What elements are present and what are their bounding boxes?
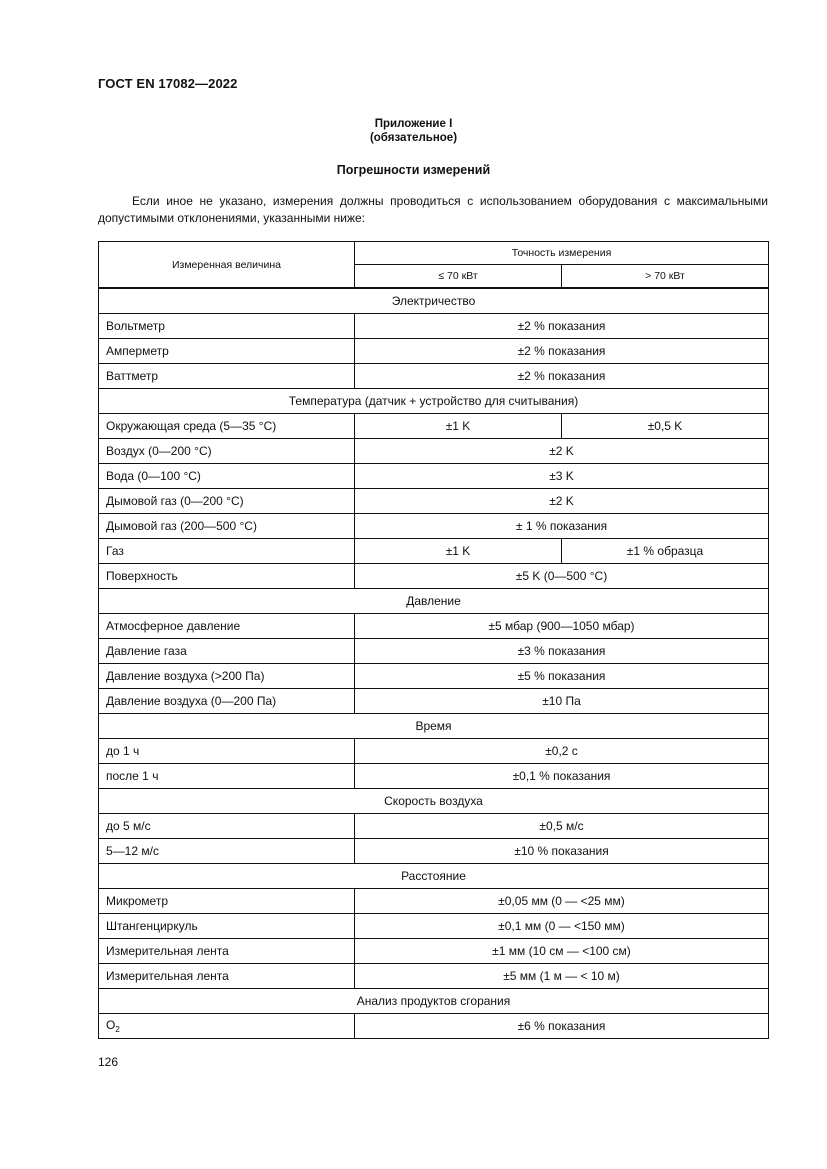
o2-subscript: 2: [115, 1025, 120, 1034]
section-row: [99, 289, 769, 314]
quantity-cell: Микрометр: [99, 889, 355, 914]
table-row: [99, 914, 769, 939]
section-row: [99, 789, 769, 814]
quantity-cell: Воздух (0—200 °C): [99, 439, 355, 464]
section-row: [99, 589, 769, 614]
annex-heading: [0, 117, 827, 145]
table-row: [99, 439, 769, 464]
table-row: [99, 364, 769, 389]
table-row: [99, 414, 769, 439]
section-air-speed: Скорость воздуха: [99, 789, 769, 814]
accuracy-cell: ±5 K (0—500 °C): [355, 564, 769, 589]
table-row: [99, 689, 769, 714]
accuracy-cell: ±3 K: [355, 464, 769, 489]
table-row: [99, 564, 769, 589]
accuracy-cell: ±0,05 мм (0 — <25 мм): [355, 889, 769, 914]
accuracy-cell: ±5 мбар (900—1050 мбар): [355, 614, 769, 639]
section-electricity: Электричество: [99, 289, 769, 314]
quantity-cell: Штангенциркуль: [99, 914, 355, 939]
accuracy-low-cell: ±1 K: [355, 539, 562, 564]
table-row: [99, 814, 769, 839]
quantity-cell: после 1 ч: [99, 764, 355, 789]
quantity-cell: Газ: [99, 539, 355, 564]
section-combustion: Анализ продуктов сгорания: [99, 989, 769, 1014]
header-high-power: > 70 кВт: [562, 265, 769, 288]
section-row: [99, 389, 769, 414]
header-quantity: Измеренная величина: [99, 242, 355, 288]
intro-paragraph: Если иное не указано, измерения должны проводиться с использованием оборудования с максимальными допустимыми отклонениями, указанными ниже:: [98, 194, 768, 225]
annex-title: Приложение I: [374, 118, 453, 130]
header-low-power: ≤ 70 кВт: [355, 265, 562, 288]
quantity-cell: Окружающая среда (5—35 °C): [99, 414, 355, 439]
table-row: [99, 764, 769, 789]
quantity-cell: 5—12 м/с: [99, 839, 355, 864]
accuracy-cell: ±0,5 м/с: [355, 814, 769, 839]
section-row: [99, 989, 769, 1014]
accuracy-cell: ±10 % показания: [355, 839, 769, 864]
o2-symbol: O: [106, 1018, 116, 1032]
table-row: [99, 314, 769, 339]
accuracy-high-cell: ±0,5 K: [562, 414, 769, 439]
quantity-cell: [99, 1014, 355, 1039]
quantity-cell: Ваттметр: [99, 364, 355, 389]
table-row: [99, 964, 769, 989]
measurement-accuracy-table: [98, 241, 769, 1039]
accuracy-cell: ±0,2 с: [355, 739, 769, 764]
quantity-cell: Давление воздуха (>200 Па): [99, 664, 355, 689]
quantity-cell: Давление газа: [99, 639, 355, 664]
section-row: [99, 714, 769, 739]
table-row: [99, 639, 769, 664]
section-time: Время: [99, 714, 769, 739]
annex-status: (обязательное): [369, 132, 458, 144]
section-pressure: Давление: [99, 589, 769, 614]
table-header-row: [99, 242, 769, 265]
header-accuracy: Точность измерения: [355, 242, 769, 265]
accuracy-cell: ±0,1 % показания: [355, 764, 769, 789]
quantity-cell: Вода (0—100 °C): [99, 464, 355, 489]
document-header: ГОСТ EN 17082—2022: [98, 76, 238, 91]
accuracy-cell: ±6 % показания: [355, 1014, 769, 1039]
quantity-cell: Дымовой газ (200—500 °C): [99, 514, 355, 539]
table-row: [99, 889, 769, 914]
accuracy-cell: ±5 % показания: [355, 664, 769, 689]
quantity-cell: Измерительная лента: [99, 939, 355, 964]
section-row: [99, 864, 769, 889]
accuracy-cell: ±2 K: [355, 489, 769, 514]
table-row: [99, 514, 769, 539]
table-row: [99, 664, 769, 689]
accuracy-cell: ±2 % показания: [355, 364, 769, 389]
table-row: [99, 939, 769, 964]
accuracy-cell: ±3 % показания: [355, 639, 769, 664]
table-row: [99, 539, 769, 564]
quantity-cell: Поверхность: [99, 564, 355, 589]
quantity-cell: Амперметр: [99, 339, 355, 364]
section-title: Погрешности измерений: [336, 163, 491, 177]
quantity-cell: Вольтметр: [99, 314, 355, 339]
accuracy-high-cell: ±1 % образца: [562, 539, 769, 564]
accuracy-cell: ± 1 % показания: [355, 514, 769, 539]
accuracy-cell: ±2 K: [355, 439, 769, 464]
table-row: [99, 464, 769, 489]
table-row: [99, 739, 769, 764]
quantity-cell: до 1 ч: [99, 739, 355, 764]
accuracy-cell: ±0,1 мм (0 — <150 мм): [355, 914, 769, 939]
accuracy-cell: ±2 % показания: [355, 339, 769, 364]
accuracy-cell: ±10 Па: [355, 689, 769, 714]
quantity-cell: Дымовой газ (0—200 °C): [99, 489, 355, 514]
quantity-cell: Измерительная лента: [99, 964, 355, 989]
accuracy-cell: ±5 мм (1 м — < 10 м): [355, 964, 769, 989]
table-row: [99, 839, 769, 864]
quantity-cell: Давление воздуха (0—200 Па): [99, 689, 355, 714]
accuracy-cell: ±2 % показания: [355, 314, 769, 339]
table-row: [99, 1014, 769, 1039]
section-distance: Расстояние: [99, 864, 769, 889]
accuracy-cell: ±1 мм (10 см — <100 см): [355, 939, 769, 964]
page-number: 126: [98, 1055, 119, 1069]
accuracy-low-cell: ±1 K: [355, 414, 562, 439]
table-row: [99, 339, 769, 364]
section-temperature: Температура (датчик + устройство для считывания): [99, 389, 769, 414]
quantity-cell: Атмосферное давление: [99, 614, 355, 639]
table-row: [99, 614, 769, 639]
table-row: [99, 489, 769, 514]
quantity-cell: до 5 м/с: [99, 814, 355, 839]
